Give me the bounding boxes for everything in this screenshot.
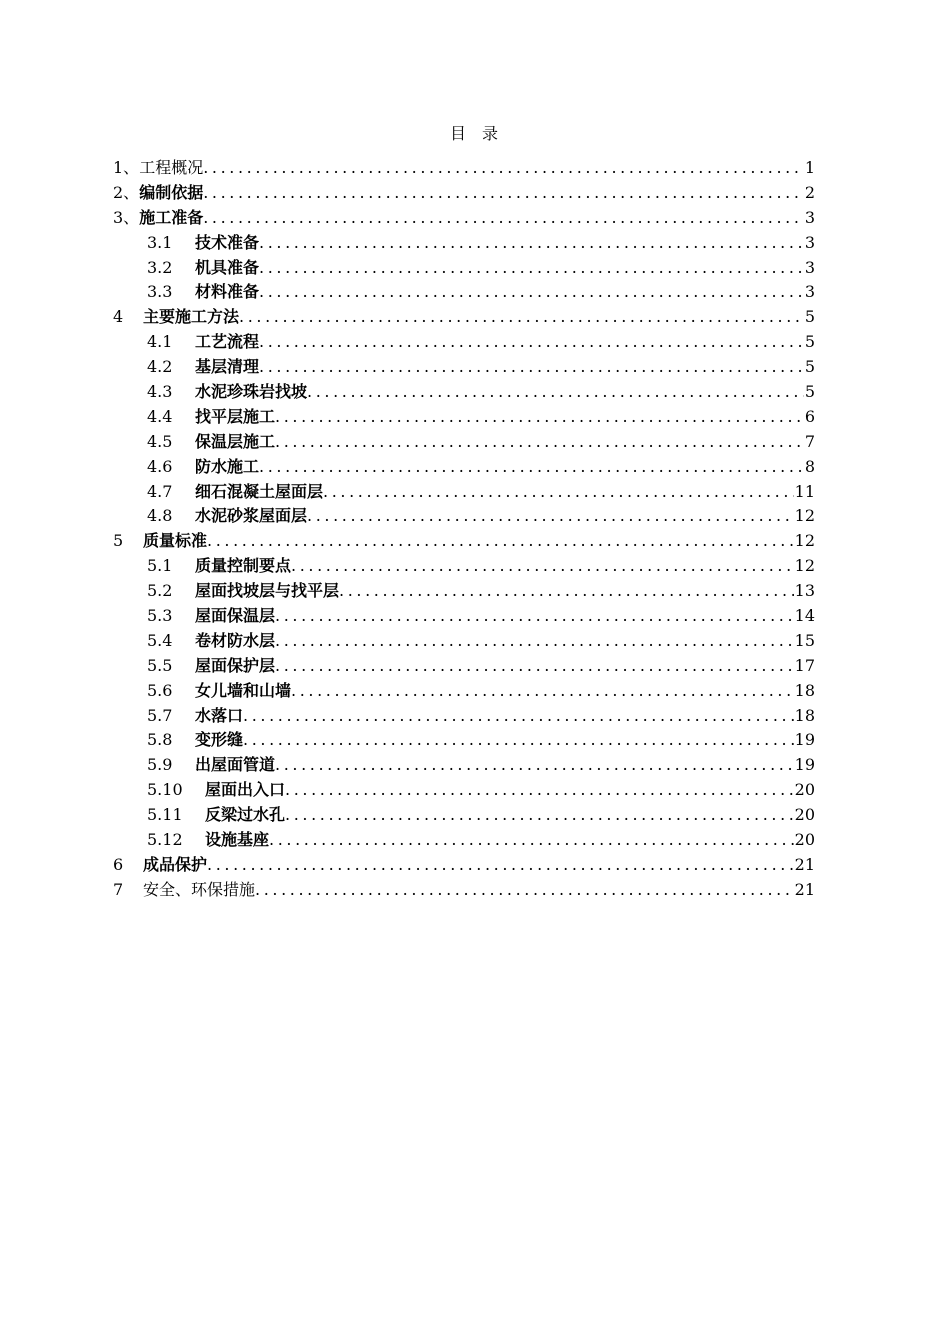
toc-entry-page-number: 21 — [794, 879, 815, 899]
toc-dot-leader — [207, 529, 794, 554]
toc-entry-page-number: 12 — [794, 506, 815, 526]
toc-entry-number: 4.5 — [147, 431, 173, 451]
toc-entry[interactable] — [113, 778, 815, 803]
toc-entry[interactable] — [113, 305, 815, 330]
toc-entry-label: 安全、环保措施 — [143, 879, 256, 899]
toc-entry[interactable] — [113, 753, 815, 778]
toc-dot-leader — [269, 828, 794, 853]
toc-entry-page-number: 19 — [794, 755, 815, 775]
toc-entry[interactable] — [113, 654, 815, 679]
toc-dot-leader — [259, 455, 804, 480]
toc-entry-label: 主要施工方法 — [143, 307, 240, 327]
toc-entry-page-number: 19 — [794, 730, 815, 750]
toc-entry-number: 5.8 — [147, 730, 173, 750]
toc-dot-leader — [207, 853, 794, 878]
toc-entry-label: 屋面出入口 — [205, 780, 286, 800]
toc-entry-page-number: 12 — [794, 556, 815, 576]
toc-entry[interactable] — [113, 405, 815, 430]
toc-entry-label: 屋面保护层 — [195, 655, 276, 675]
toc-entry[interactable] — [113, 853, 815, 878]
toc-entry[interactable] — [113, 554, 815, 579]
toc-entry-label: 细石混凝土屋面层 — [195, 481, 324, 501]
toc-dot-leader — [307, 380, 804, 405]
toc-entry-label: 变形缝 — [195, 730, 244, 750]
toc-entry-label: 编制依据 — [139, 182, 204, 202]
toc-entry-number: 5.12 — [147, 830, 183, 850]
toc-entry[interactable] — [113, 330, 815, 355]
toc-entry-label: 屋面保温层 — [195, 606, 276, 626]
toc-dot-leader — [285, 778, 794, 803]
toc-entry[interactable] — [113, 878, 815, 903]
toc-dot-leader — [275, 604, 794, 629]
toc-dot-leader — [243, 728, 794, 753]
toc-entry-number: 5.3 — [147, 606, 173, 626]
toc-entry-page-number: 5 — [804, 307, 815, 327]
toc-entry-page-number: 6 — [804, 406, 815, 426]
toc-entry-page-number: 21 — [794, 854, 815, 874]
toc-entry-number: 4.1 — [147, 332, 173, 352]
toc-entry[interactable] — [113, 728, 815, 753]
toc-entry-number: 4.3 — [147, 382, 173, 402]
toc-dot-leader — [239, 305, 804, 330]
toc-entry-number: 4 — [113, 307, 124, 327]
toc-entry-number: 3.1 — [147, 232, 173, 252]
toc-entry-number: 4.6 — [147, 456, 173, 476]
toc-entry-page-number: 5 — [804, 357, 815, 377]
toc-entry-number: 5.7 — [147, 705, 173, 725]
toc-entry[interactable] — [113, 430, 815, 455]
toc-entry-number: 5.6 — [147, 680, 173, 700]
toc-entry[interactable] — [113, 181, 815, 206]
toc-entry-number: 5.5 — [147, 655, 173, 675]
toc-dot-leader — [307, 504, 794, 529]
toc-entry-page-number: 18 — [794, 705, 815, 725]
toc-dot-leader — [291, 554, 794, 579]
toc-entry-number: 5.4 — [147, 630, 173, 650]
toc-entry-label: 屋面找坡层与找平层 — [195, 581, 340, 601]
toc-entry-page-number: 5 — [804, 332, 815, 352]
toc-entry-label: 保温层施工 — [195, 431, 276, 451]
toc-dot-leader — [275, 430, 804, 455]
toc-entry-page-number: 3 — [804, 282, 815, 302]
toc-entry[interactable] — [113, 256, 815, 281]
toc-dot-leader — [339, 579, 794, 604]
toc-entry-number: 3、 — [113, 207, 140, 227]
toc-entry[interactable] — [113, 629, 815, 654]
toc-entry[interactable] — [113, 604, 815, 629]
toc-entry[interactable] — [113, 156, 815, 181]
toc-entry-label: 工程概况 — [139, 158, 204, 177]
toc-entry-label: 施工准备 — [139, 207, 204, 227]
toc-entry-label: 材料准备 — [195, 282, 260, 302]
toc-entry-page-number: 3 — [804, 207, 815, 227]
toc-title — [0, 122, 950, 146]
toc-entry-label: 出屋面管道 — [195, 755, 276, 775]
toc-dot-leader — [259, 256, 804, 281]
toc-entry[interactable] — [113, 480, 815, 505]
toc-entry-number: 4.7 — [147, 481, 173, 501]
toc-entry-label: 技术准备 — [195, 232, 260, 252]
toc-entry[interactable] — [113, 355, 815, 380]
toc-entry-number: 5.9 — [147, 755, 173, 775]
toc-dot-leader — [275, 629, 794, 654]
toc-dot-leader — [275, 405, 804, 430]
toc-entry[interactable] — [113, 206, 815, 231]
toc-dot-leader — [291, 679, 794, 704]
toc-dot-leader — [203, 156, 804, 181]
toc-entry-page-number: 12 — [794, 531, 815, 551]
toc-entry-number: 5 — [113, 531, 124, 551]
toc-entry-page-number: 8 — [804, 456, 815, 476]
toc-dot-leader — [203, 181, 804, 206]
toc-dot-leader — [275, 753, 794, 778]
toc-dot-leader — [243, 704, 794, 729]
toc-entry[interactable] — [113, 529, 815, 554]
toc-entry-number: 1、 — [113, 158, 140, 177]
toc-entry-number: 7 — [113, 879, 124, 899]
toc-entry-page-number: 3 — [804, 257, 815, 277]
toc-entry-page-number: 14 — [794, 606, 815, 626]
toc-entry[interactable] — [113, 280, 815, 305]
toc-entry-label: 反梁过水孔 — [205, 805, 286, 825]
toc-dot-leader — [203, 206, 804, 231]
toc-dot-leader — [259, 355, 804, 380]
toc-dot-leader — [259, 280, 804, 305]
toc-entry-label: 成品保护 — [143, 854, 208, 874]
toc-dot-leader — [255, 878, 794, 903]
toc-entry[interactable] — [113, 828, 815, 853]
toc-entry[interactable] — [113, 704, 815, 729]
toc-entry-page-number: 11 — [794, 481, 815, 501]
toc-entry-number: 5.2 — [147, 581, 173, 601]
toc-entry-label: 水泥珍珠岩找坡 — [195, 382, 308, 402]
toc-entry-label: 设施基座 — [205, 830, 270, 850]
toc-dot-leader — [275, 654, 794, 679]
toc-entry-number: 6 — [113, 854, 124, 874]
table-of-contents — [113, 156, 815, 903]
toc-entry-label: 卷材防水层 — [195, 630, 276, 650]
toc-entry-page-number: 2 — [804, 182, 815, 202]
toc-entry[interactable] — [113, 803, 815, 828]
toc-entry-label: 找平层施工 — [195, 406, 276, 426]
toc-entry-page-number: 20 — [794, 830, 815, 850]
toc-entry-page-number: 20 — [794, 780, 815, 800]
toc-entry-number: 2、 — [113, 182, 140, 202]
toc-dot-leader — [259, 231, 804, 256]
toc-entry-label: 防水施工 — [195, 456, 260, 476]
toc-entry-label: 机具准备 — [195, 257, 260, 277]
toc-entry-label: 女儿墙和山墙 — [195, 680, 292, 700]
toc-entry-number: 5.1 — [147, 556, 173, 576]
toc-entry[interactable] — [113, 380, 815, 405]
toc-entry-number: 4.8 — [147, 506, 173, 526]
toc-entry-number: 3.3 — [147, 282, 173, 302]
toc-entry-label: 水落口 — [195, 705, 244, 725]
toc-title-right: 录 — [482, 124, 501, 143]
toc-entry-number: 5.10 — [147, 780, 183, 800]
toc-entry-page-number: 13 — [794, 581, 815, 601]
toc-entry-number: 5.11 — [147, 805, 183, 825]
toc-entry-page-number: 3 — [804, 232, 815, 252]
toc-entry[interactable] — [113, 579, 815, 604]
toc-entry-label: 质量标准 — [143, 531, 208, 551]
toc-entry-page-number: 20 — [794, 805, 815, 825]
toc-entry-page-number: 18 — [794, 680, 815, 700]
toc-entry[interactable] — [113, 679, 815, 704]
toc-entry-number: 4.4 — [147, 406, 173, 426]
toc-entry[interactable] — [113, 504, 815, 529]
toc-entry-label: 基层清理 — [195, 357, 260, 377]
toc-entry-label: 水泥砂浆屋面层 — [195, 506, 308, 526]
toc-entry-number: 4.2 — [147, 357, 173, 377]
toc-entry-page-number: 15 — [794, 630, 815, 650]
toc-entry-page-number: 17 — [794, 655, 815, 675]
toc-title-left: 目 — [449, 124, 468, 143]
toc-entry-number: 3.2 — [147, 257, 173, 277]
toc-entry-page-number: 5 — [804, 382, 815, 402]
toc-dot-leader — [285, 803, 794, 828]
toc-entry[interactable] — [113, 231, 815, 256]
toc-entry-page-number: 1 — [804, 158, 815, 177]
toc-dot-leader — [323, 480, 794, 505]
toc-entry-label: 工艺流程 — [195, 332, 260, 352]
toc-entry-page-number: 7 — [804, 431, 815, 451]
toc-entry[interactable] — [113, 455, 815, 480]
toc-dot-leader — [259, 330, 804, 355]
toc-entry-label: 质量控制要点 — [195, 556, 292, 576]
